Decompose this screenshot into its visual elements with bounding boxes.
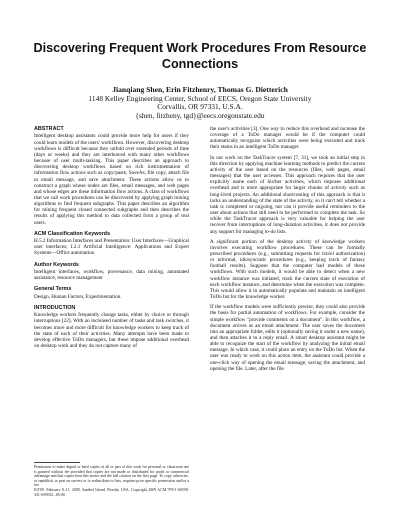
acm-heading: ACM Classification Keywords — [34, 230, 111, 237]
body-paragraph: In our work on the TaskTracer system [7, 31], we took an initial step in this direction by applying machine learning methods to predict the current activity of the user based on the resources (files, web pages, email messages) that the user accesses. This approach requires that the user explicitly name each of his/her activities, which imposes additional overhead and is more appropriate for larger chunks of activity such as long-lived projects. An additional shortcoming of this approach is that it lacks an understanding of the state of the activity, so it can't tell whether a task is completed or ongoing, nor can it provide useful reminders to the user about actions that still need to be performed to complete the task. So while the TaskTracer approach is very valuable for helping the user recover from interruptions of long-duration activities, it does not provide any support for managing to-do lists. — [210, 154, 365, 235]
abstract-heading: ABSTRACT — [34, 126, 64, 132]
acm-text: H.5.2 Information Interfaces and Presentation: User Interfaces—Graphical user interfaces; I.2.1 Artificial Intelligence: Applications and Expert Systems—Office automation — [34, 238, 189, 257]
paper-title: Discovering Frequent Work Procedures From Resource Connections — [33, 41, 367, 71]
keywords-heading: Author Keywords — [34, 261, 79, 268]
body-paragraph: A significant portion of the desktop activity of knowledge workers involves executing workflow procedures. These can be formally prescribed procedures (e.g., submitting requests for travel authorization) or informal, idiosyncratic procedures (e.g., keeping track of fantasy football results). Suppose that the computer had models of these workflows. With such models, it would be able to detect when a new workflow instance was initiated, track the current state of execution of each workflow instance, and determine when the execution was complete. This would allow it to automatically populate and maintain an intelligent ToDo list for the knowledge worker. — [210, 238, 365, 301]
author-block — [40, 86, 360, 120]
body-paragraph: If the workflow models were sufficiently precise, they could also provide the basis for partial automation of workflows. For example, consider the simple workflow "provide comments on a document". In this workflow, a document arrives as an email attachment. The user saves the document into an appropriate folder, edits it (optionally saving it under a new name), and then attaches it to a reply email. A smart desktop assistant might be able to recognize the start of the workflow by analyzing the initial email message. In which case, it could place an entry on the ToDo list. When the user was ready to work on this action item, the assistant could provide a one-click way of opening the email message, saving the attachment, and opening the file. Later, after the file — [210, 304, 365, 372]
author-location: Corvallis, OR 97331, U.S.A. — [157, 102, 243, 112]
author-emails: {shen, fitzheny, tgd}@eecs.oregonstate.edu — [135, 110, 265, 120]
author-affiliation: 1148 Kelley Engineering Center, School of EECS, Oregon State University — [88, 93, 312, 103]
left-column — [34, 126, 189, 349]
footnote-rule — [34, 462, 80, 463]
permission-notice — [34, 462, 189, 497]
abstract-text: Intelligent desktop assistants could provide more help for users if they could learn models of the users' workflows. However, discovering desktop workflows is difficult because they unfold over extended periods of time (days or weeks) and they are interleaved with many other workflows because of user multi-tasking. This paper describes an approach to discovering desktop workflows based on rich instrumentation of information flow actions such as copy/paste, SaveAs, file copy, attach file to email message, and save attachment. These actions allow us to construct a graph whose nodes are files, email messages, and web pages and whose edges are these information flow actions. A class of workflows that we call work procedures can be discovered by applying graph mining algorithms to find frequent subgraphs. This paper describes an algorithm for mining frequent closed connected subgraphs and then describes the results of applying this method to data collected from a group of real users. — [34, 133, 189, 226]
terms-text: Design, Human Factors, Experimentation. — [34, 293, 122, 300]
body-paragraph: the user's activities [3]. One way to reduce this overhead and increase the coverage of a ToDo manager would be if the computer could automatically recognize which activities were being executed and track their status in an intelligent ToDo manager. — [210, 126, 365, 151]
introduction-heading: INTRODUCTION — [34, 304, 76, 311]
right-column — [210, 126, 365, 372]
permission-text: Permission to make digital or hard copies of all or part of this work for personal or classroom use is granted without fee provided that copies are not made or distributed for profit or commercial advantage and that copies bear this notice and the full citation on the first page. To copy otherwise, or republish, to post on servers or to redistribute to lists, requires prior specific permission and/or a fee. — [34, 465, 189, 488]
author-names: Jianqiang Shen, Erin Fitzhenry, Thomas G. Dietterich — [112, 85, 288, 94]
copyright-text: IUI'09, February 8–11, 2009, Sanibel Island, Florida, USA. Copyright 2009 ACM 978-1-60558-331-0/09/02...$5.00. — [34, 487, 189, 497]
terms-heading: General Terms — [34, 286, 72, 293]
introduction-text: Knowledge workers frequently change tasks, either by choice or through interruptions [22]. With an increased number of tasks and task switches, it becomes more and more difficult for knowledge workers to keep track of the state of each of their activities. Many attempts have been made to develop effective ToDo managers, but these impose additional overhead on desktop work and they do not capture many of — [34, 312, 189, 350]
keywords-text: Intelligent interfaces, workflow, provenance, data mining, automated assistance, resource management — [34, 269, 189, 282]
